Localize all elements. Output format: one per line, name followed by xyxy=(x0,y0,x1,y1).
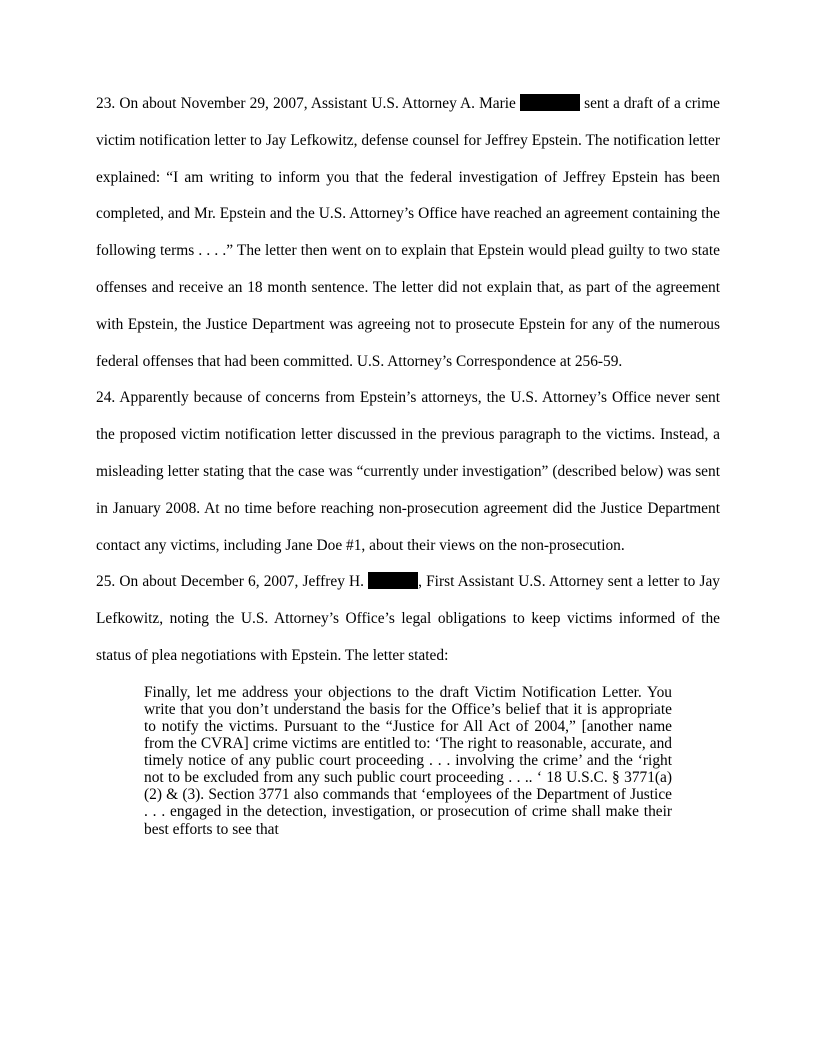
redaction-block xyxy=(368,572,418,589)
paragraph-23 xyxy=(96,86,720,380)
block-quote-text: Finally, let me address your objections to the draft Victim Notification Letter. You write that you don’t understand the basis for the Office’s belief that it is appropriate to notify the victims. Pursuant to the “Justice for All Act of 2004,” [another name from the CVRA] crime victims are entitled to: ‘The right to reasonable, accurate, and timely notice of any public court proceeding . . . involving the crime’ and the ‘right not to be excluded from any such public court proceeding . . .. ‘ 18 U.S.C. § 3771(a)(2) & (3). Section 3771 also commands that ‘employees of the Department of Justice . . . engaged in the detection, investigation, or prosecution of crime shall make their best efforts to see that xyxy=(144,683,672,838)
paragraph-25-text-start: 25. On about December 6, 2007, Jeffrey H. xyxy=(96,573,369,591)
paragraph-25-text-end: , First Assistant U.S. Attorney sent a letter to Jay Lefkowitz, noting the U.S. Attorney’s Office’s legal obligations to keep victims informed of the status of plea negotiations with Epstein. The letter stated: xyxy=(96,573,720,664)
paragraph-23-text-end: sent a draft of a crime victim notification letter to Jay Lefkowitz, defense counsel for Jeffrey Epstein. The notification letter explained: “I am writing to inform you that the federal investigation of Jeffrey Epstein has been completed, and Mr. Epstein and the U.S. Attorney’s Office have reached an agreement containing the following terms . . . .” The letter then went on to explain that Epstein would plead guilty to two state offenses and receive an 18 month sentence. The letter did not explain that, as part of the agreement with Epstein, the Justice Department was agreeing not to prosecute Epstein for any of the numerous federal offenses that had been committed. U.S. Attorney’s Correspondence at 256-59. xyxy=(96,95,720,370)
paragraph-24-text: 24. Apparently because of concerns from Epstein’s attorneys, the U.S. Attorney’s Office never sent the proposed victim notification letter discussed in the previous paragraph to the victims. Instead, a misleading letter stating that the case was “currently under investigation” (described below) was sent in January 2008. At no time before reaching non-prosecution agreement did the Justice Department contact any victims, including Jane Doe #1, about their views on the non-prosecution. xyxy=(96,389,720,554)
document-page xyxy=(96,86,720,838)
paragraph-23-text-start: 23. On about November 29, 2007, Assistant U.S. Attorney A. Marie xyxy=(96,95,520,112)
redaction-block xyxy=(520,94,580,111)
block-quote xyxy=(144,684,672,838)
paragraph-24 xyxy=(96,380,720,564)
paragraph-25 xyxy=(96,564,720,674)
